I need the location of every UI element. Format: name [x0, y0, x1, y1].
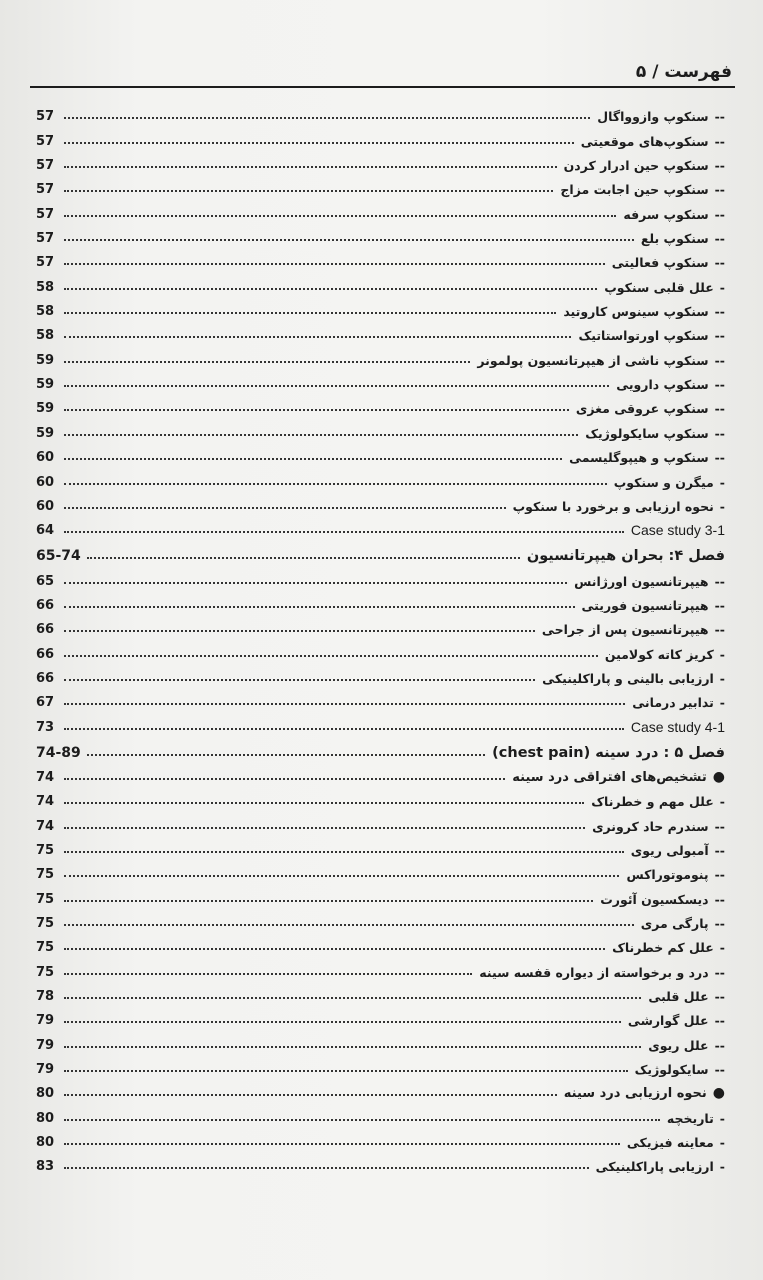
- dash-marker: -: [719, 498, 725, 514]
- toc-entry-text: علل مهم و خطرناک: [591, 794, 714, 810]
- page-title: فهرست / ۵: [635, 62, 732, 82]
- toc-entry-label: [489, 745, 725, 761]
- toc-chapter-row: [36, 538, 725, 564]
- toc-row: [36, 1126, 725, 1150]
- toc-entry-label: [632, 1062, 725, 1077]
- dash-marker: --: [714, 916, 725, 931]
- dot-leader: [64, 434, 578, 436]
- toc-entry-text: علل ریوی: [648, 1037, 709, 1053]
- toc-entry-label: [628, 522, 725, 538]
- toc-entry-label: [613, 377, 725, 392]
- toc-page-number: 79: [36, 1013, 55, 1029]
- toc-entry-label: [645, 989, 725, 1004]
- toc-page-number: 57: [36, 158, 55, 174]
- toc-entry-text: سنکوپ حین اجابت مزاج: [560, 182, 709, 198]
- toc-row: [36, 441, 725, 465]
- toc-entry-label: [609, 255, 725, 270]
- toc-row: [36, 100, 725, 124]
- toc-entry-label: [524, 548, 725, 564]
- toc-entry-text: آمبولی ریوی: [630, 842, 709, 858]
- toc-entry-label: [638, 231, 725, 246]
- dot-leader: [64, 655, 598, 657]
- dash-marker: -: [719, 695, 725, 711]
- toc-entry-label: [561, 158, 725, 173]
- dot-leader: [64, 1021, 621, 1023]
- toc-entry-text: تشخیص‌های افتراقی درد سینه: [512, 769, 707, 785]
- dash-marker: --: [714, 304, 725, 320]
- toc-row: [36, 858, 725, 882]
- toc-entry-text: فصل ۴: بحران هیپرتانسیون: [526, 548, 725, 565]
- toc-row: [36, 834, 725, 858]
- toc-section-row: [36, 1077, 725, 1101]
- toc-entry-label: [602, 647, 725, 662]
- dot-leader: [64, 875, 619, 877]
- toc-entry-label: [560, 304, 725, 319]
- toc-page-number: 79: [36, 1062, 55, 1078]
- dot-leader: [64, 1167, 589, 1169]
- toc-row: [36, 955, 725, 979]
- toc-entry-text: میگرن و سنکوپ: [613, 474, 714, 490]
- toc-page-number: 66: [36, 646, 55, 662]
- dot-leader: [64, 948, 605, 950]
- toc-page-number: 75: [36, 940, 55, 956]
- dot-leader: [64, 288, 597, 290]
- toc-page-number: 59: [36, 352, 55, 368]
- dot-leader: [64, 630, 535, 632]
- toc-entry-label: [628, 843, 725, 858]
- dash-marker: --: [714, 328, 725, 344]
- toc-page-number: 75: [36, 916, 55, 931]
- dash-marker: --: [714, 989, 725, 1005]
- toc-entry-label: [597, 892, 725, 907]
- dash-marker: --: [714, 867, 725, 883]
- toc-entry-label: [582, 426, 725, 441]
- dash-marker: --: [714, 133, 725, 149]
- toc-entry-text: فصل ۵ : درد سینه (chest pain): [492, 744, 725, 761]
- dash-marker: --: [714, 573, 725, 589]
- dot-leader: [64, 166, 557, 168]
- dash-marker: --: [714, 425, 725, 441]
- dash-marker: --: [714, 450, 725, 466]
- toc-row: [36, 124, 725, 148]
- dash-marker: --: [714, 377, 725, 393]
- toc-entry-text: سنکوپ دارویی: [616, 377, 709, 393]
- toc-entry-text: سنکوپ عروقی مغزی: [575, 401, 709, 417]
- toc-case-row: [36, 514, 725, 538]
- dot-leader: [64, 1070, 628, 1072]
- bullet-icon: ●: [712, 768, 725, 785]
- toc-entry-text: Case study 3-1: [630, 522, 725, 539]
- toc-entry-text: معاینه فیزیکی: [626, 1135, 714, 1151]
- dash-marker: -: [719, 794, 725, 810]
- toc-page-number: 75: [36, 964, 55, 980]
- toc-entry-text: نحوه ارزیابی درد سینه: [563, 1086, 707, 1102]
- dash-marker: --: [714, 842, 725, 858]
- dot-leader: [64, 778, 505, 780]
- toc-row: [36, 490, 725, 514]
- toc-entry-text: سنکوپ ناشی از هیپرتانسیون پولمونر: [477, 352, 709, 368]
- toc-page-number: 57: [36, 133, 55, 149]
- toc-entry-text: سایکولوژیک: [634, 1062, 709, 1078]
- dot-leader: [64, 215, 616, 217]
- toc-page-number: 60: [36, 474, 55, 490]
- dash-marker: --: [714, 818, 725, 834]
- toc-entry-label: [623, 867, 725, 882]
- dot-leader: [64, 1046, 641, 1048]
- toc-row: [36, 1053, 725, 1077]
- toc-entry-text: هیپرتانسیون پس از جراحی: [541, 622, 709, 638]
- toc-row: [36, 1004, 725, 1028]
- dot-leader: [64, 802, 584, 804]
- toc-row: [36, 662, 725, 686]
- toc-page-number: 66: [36, 670, 55, 686]
- toc-page-number: 65-74: [36, 548, 81, 565]
- dot-leader: [64, 142, 574, 144]
- toc-row: [36, 931, 725, 955]
- toc-row: [36, 785, 725, 809]
- dash-marker: --: [714, 1013, 725, 1029]
- toc-entry-text: علل قلبی سنکوپ: [604, 279, 714, 295]
- toc-entry-text: ارزیابی پاراکلینیکی: [595, 1159, 714, 1175]
- toc-row: [36, 589, 725, 613]
- toc-chapter-row: [36, 735, 725, 761]
- toc-page-number: 80: [36, 1086, 55, 1102]
- dot-leader: [64, 531, 624, 533]
- toc-entry-text: پنوموتوراکس: [626, 867, 709, 883]
- toc-row: [36, 613, 725, 637]
- dash-marker: --: [714, 891, 725, 907]
- toc-row: [36, 392, 725, 416]
- toc-page-number: 64: [36, 523, 55, 539]
- dot-leader: [64, 336, 571, 338]
- toc-entry-label: [629, 695, 725, 710]
- toc-page-number: 57: [36, 231, 55, 247]
- toc-row: [36, 809, 725, 833]
- dot-leader: [64, 997, 641, 999]
- toc-entry-text: سنکوپ بلع: [640, 231, 709, 247]
- toc-entry-label: [571, 574, 725, 589]
- toc-row: [36, 1150, 725, 1174]
- dot-leader: [64, 900, 593, 902]
- toc-page-number: 75: [36, 842, 55, 858]
- toc-row: [36, 222, 725, 246]
- toc-page-number: 59: [36, 401, 55, 417]
- toc-entry-label: [573, 401, 725, 416]
- dot-leader: [64, 582, 567, 584]
- toc-page-number: 60: [36, 450, 55, 466]
- toc-entry-text: سنکوپ سایکولوژیک: [585, 425, 709, 441]
- toc-entry-text: ارزیابی بالینی و پاراکلینیکی: [542, 670, 714, 686]
- dash-marker: --: [714, 352, 725, 368]
- toc-page-number: 65: [36, 573, 55, 589]
- dot-leader: [64, 703, 625, 705]
- dash-marker: -: [719, 670, 725, 686]
- dash-marker: -: [719, 474, 725, 490]
- toc-page-number: 60: [36, 498, 55, 514]
- toc-entry-label: [510, 499, 725, 514]
- dash-marker: -: [719, 1159, 725, 1175]
- toc-entry-text: سنکوپ سینوس کاروتید: [563, 304, 709, 320]
- table-of-contents: [36, 100, 725, 1174]
- toc-entry-text: سنکوپ و هیپوگلیسمی: [569, 450, 709, 466]
- toc-page-number: 66: [36, 597, 55, 613]
- toc-page-number: 57: [36, 206, 55, 222]
- toc-page-number: 58: [36, 279, 55, 295]
- dash-marker: --: [714, 1062, 725, 1078]
- toc-entry-label: [579, 598, 725, 613]
- dash-marker: --: [714, 597, 725, 613]
- dot-leader: [64, 385, 609, 387]
- toc-row: [36, 149, 725, 173]
- toc-entry-label: [566, 450, 725, 465]
- toc-row: [36, 1101, 725, 1125]
- toc-page-number: 75: [36, 891, 55, 907]
- dot-leader: [64, 728, 624, 730]
- toc-entry-text: سنکوپ فعالیتی: [611, 255, 709, 271]
- toc-entry-label: [609, 940, 725, 955]
- toc-entry-label: [539, 622, 725, 637]
- dash-marker: -: [719, 1135, 725, 1151]
- toc-row: [36, 343, 725, 367]
- dash-marker: --: [714, 109, 725, 125]
- toc-entry-text: نحوه ارزیابی و برخورد با سنکوپ: [512, 498, 714, 514]
- toc-entry-label: [620, 207, 725, 222]
- toc-entry-text: درد و برخواسته از دیواره قفسه سینه: [479, 964, 709, 980]
- header-rule: [30, 86, 735, 88]
- toc-row: [36, 465, 725, 489]
- dot-leader: [64, 1119, 660, 1121]
- dash-marker: --: [714, 231, 725, 247]
- toc-row: [36, 907, 725, 931]
- toc-entry-text: هیپرتانسیون فوریتی: [581, 597, 709, 613]
- toc-page-number: 59: [36, 377, 55, 393]
- toc-entry-label: [561, 1085, 725, 1101]
- toc-page-number: 80: [36, 1110, 55, 1126]
- toc-row: [36, 416, 725, 440]
- dot-leader: [64, 361, 470, 363]
- toc-entry-label: [578, 134, 725, 149]
- toc-entry-text: تدابیر درمانی: [632, 695, 714, 711]
- toc-entry-text: هیپرتانسیون اورژانس: [574, 573, 709, 589]
- toc-entry-text: تاریخچه: [666, 1110, 714, 1126]
- toc-entry-text: سنکوپ اورتواستاتیک: [578, 328, 709, 344]
- toc-entry-label: [624, 1135, 725, 1150]
- toc-section-row: [36, 761, 725, 785]
- dash-marker: --: [714, 206, 725, 222]
- toc-row: [36, 1028, 725, 1052]
- toc-page-number: 57: [36, 255, 55, 271]
- dash-marker: --: [714, 1037, 725, 1053]
- toc-page-number: 59: [36, 425, 55, 441]
- dot-leader: [64, 606, 575, 608]
- toc-page-number: 57: [36, 182, 55, 198]
- dot-leader: [64, 973, 472, 975]
- toc-row: [36, 980, 725, 1004]
- toc-page-number: 74: [36, 818, 55, 834]
- toc-case-row: [36, 710, 725, 734]
- toc-entry-label: [589, 819, 725, 834]
- toc-entry-text: پارگی مری: [640, 916, 709, 931]
- toc-entry-label: [509, 769, 725, 785]
- toc-row: [36, 564, 725, 588]
- toc-entry-text: سندرم حاد کرونری: [592, 818, 709, 834]
- toc-row: [36, 882, 725, 906]
- toc-page-number: 73: [36, 719, 55, 735]
- toc-page-number: 57: [36, 109, 55, 125]
- toc-entry-text: کریز کاته کولامین: [604, 646, 714, 662]
- toc-entry-text: سنکوپ حین ادرار کردن: [563, 158, 709, 174]
- toc-entry-label: [625, 1013, 725, 1028]
- toc-entry-text: سنکوپ‌های موقعیتی: [580, 133, 709, 149]
- bullet-icon: ●: [712, 1085, 725, 1102]
- dot-leader: [64, 507, 506, 509]
- dash-marker: -: [719, 646, 725, 662]
- toc-row: [36, 368, 725, 392]
- toc-entry-label: [539, 671, 725, 686]
- toc-entry-label: [628, 719, 725, 735]
- dash-marker: -: [719, 1110, 725, 1126]
- toc-entry-label: [575, 328, 725, 343]
- dot-leader: [64, 1094, 557, 1096]
- toc-entry-label: [645, 1038, 725, 1053]
- toc-entry-label: [601, 280, 725, 295]
- dash-marker: --: [714, 182, 725, 198]
- dot-leader: [64, 483, 607, 485]
- toc-entry-label: [593, 1159, 725, 1174]
- dot-leader: [64, 312, 556, 314]
- toc-row: [36, 319, 725, 343]
- toc-entry-text: علل قلبی: [648, 989, 709, 1005]
- toc-entry-label: [588, 794, 725, 809]
- toc-entry-text: علل گوارشی: [627, 1013, 709, 1029]
- toc-entry-label: [557, 182, 725, 197]
- toc-row: [36, 295, 725, 319]
- toc-row: [36, 246, 725, 270]
- toc-entry-text: علل کم خطرناک: [612, 940, 714, 956]
- dot-leader: [64, 239, 634, 241]
- toc-entry-label: [664, 1111, 725, 1126]
- dash-marker: --: [714, 964, 725, 980]
- toc-page-number: 74-89: [36, 744, 81, 761]
- toc-row: [36, 197, 725, 221]
- toc-page-number: 80: [36, 1135, 55, 1151]
- toc-page-number: 75: [36, 867, 55, 883]
- dash-marker: --: [714, 158, 725, 174]
- toc-page-number: 58: [36, 328, 55, 344]
- dash-marker: -: [719, 279, 725, 295]
- dot-leader: [64, 263, 605, 265]
- toc-page-number: 67: [36, 695, 55, 711]
- toc-page-number: 79: [36, 1037, 55, 1053]
- dash-marker: --: [714, 255, 725, 271]
- toc-page-number: 78: [36, 989, 55, 1005]
- toc-page-number: 74: [36, 794, 55, 810]
- toc-entry-label: [474, 353, 725, 368]
- toc-row: [36, 637, 725, 661]
- toc-page-number: 74: [36, 769, 55, 785]
- dot-leader: [64, 117, 590, 119]
- dot-leader: [87, 557, 520, 559]
- toc-row: [36, 173, 725, 197]
- toc-row: [36, 270, 725, 294]
- dot-leader: [64, 827, 585, 829]
- dot-leader: [64, 409, 569, 411]
- toc-entry-text: دیسکسیون آئورت: [600, 891, 709, 907]
- dash-marker: --: [714, 401, 725, 417]
- toc-entry-text: سنکوپ سرفه: [623, 206, 709, 222]
- dash-marker: -: [719, 940, 725, 956]
- toc-page-number: 83: [36, 1159, 55, 1175]
- toc-entry-label: [476, 965, 725, 980]
- toc-row: [36, 686, 725, 710]
- toc-page-number: 58: [36, 304, 55, 320]
- dot-leader: [64, 1143, 620, 1145]
- running-head: [30, 58, 732, 88]
- toc-entry-label: [594, 109, 725, 124]
- dot-leader: [64, 190, 553, 192]
- dot-leader: [64, 458, 562, 460]
- toc-entry-label: [638, 916, 725, 931]
- dot-leader: [64, 679, 535, 681]
- dot-leader: [64, 851, 624, 853]
- toc-entry-text: Case study 4-1: [630, 718, 725, 735]
- dot-leader: [64, 924, 634, 926]
- dash-marker: --: [714, 622, 725, 638]
- toc-page-number: 66: [36, 622, 55, 638]
- toc-entry-label: [611, 475, 725, 490]
- toc-entry-text: سنکوپ وازوواگال: [597, 109, 709, 125]
- dot-leader: [87, 754, 485, 756]
